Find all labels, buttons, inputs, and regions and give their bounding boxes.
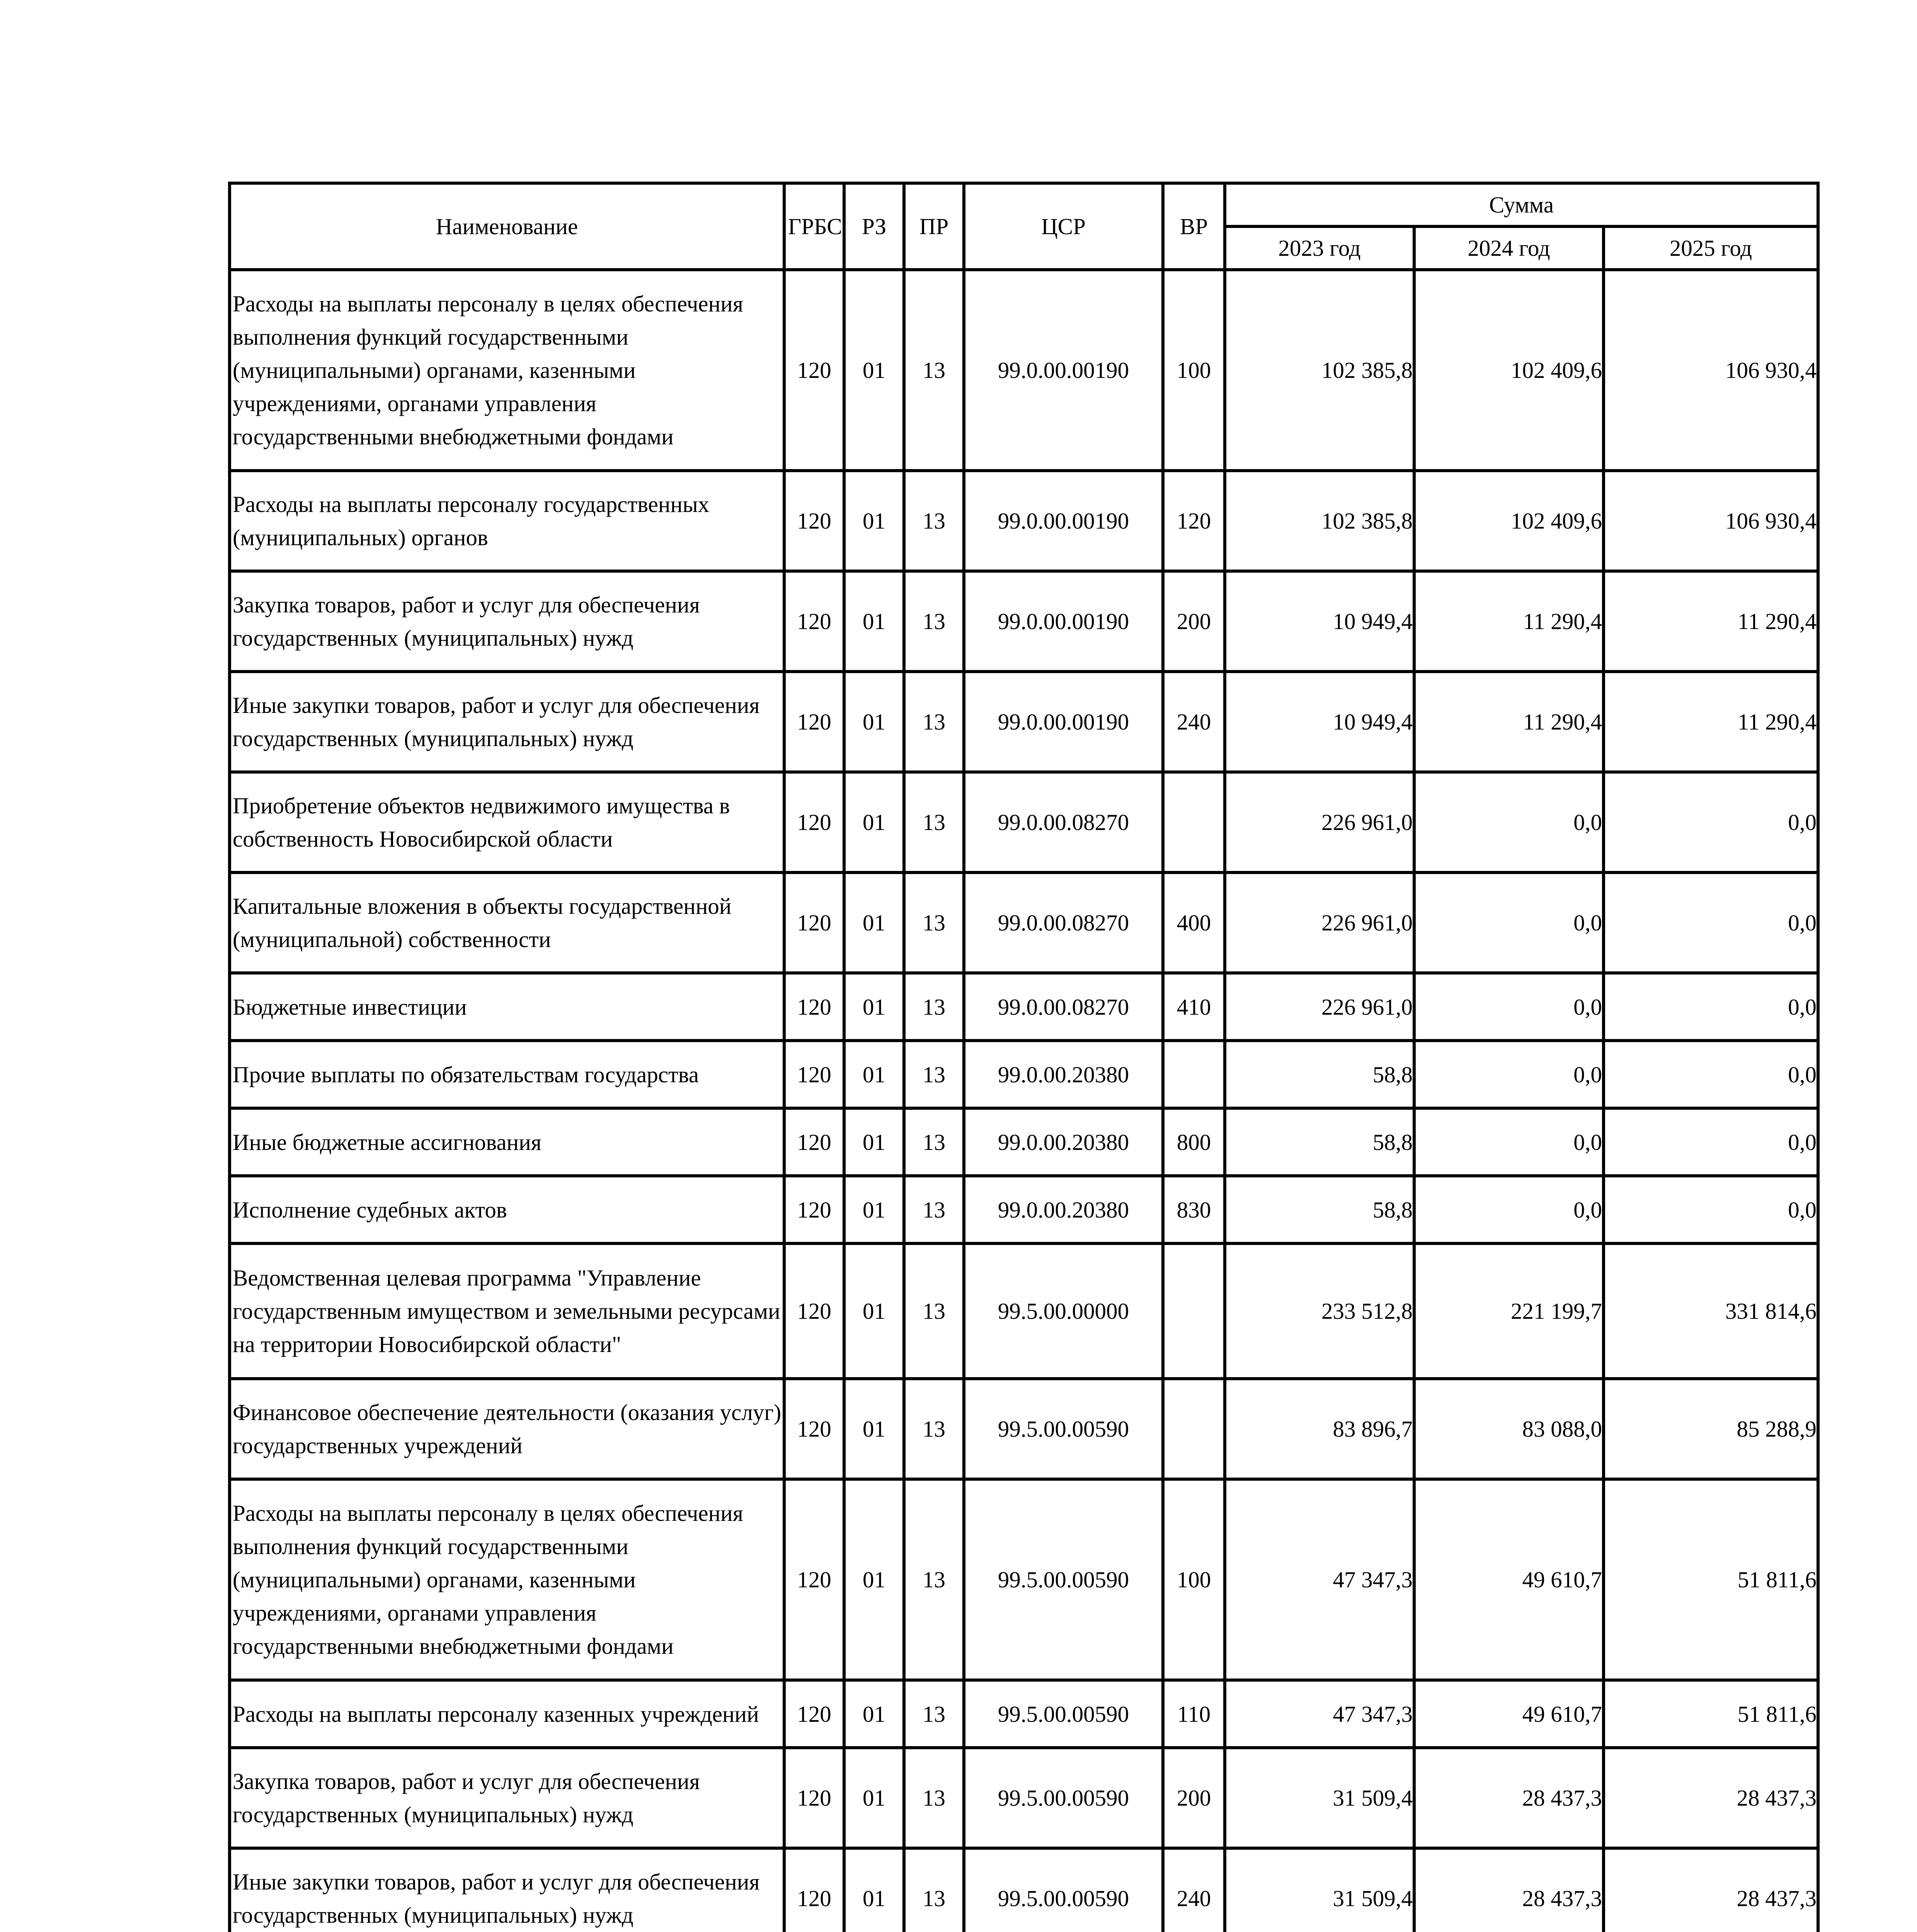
row-pr: 13 [904, 1243, 964, 1379]
row-name: Расходы на выплаты персоналу в целях обеспечения выполнения функций государственными (муниципальными) органами, казенными учреждениями, органами управления государственными внебюджетными фондами [230, 1479, 784, 1680]
row-pr: 13 [904, 1748, 964, 1848]
row-rz: 01 [844, 973, 904, 1041]
row-grbs: 120 [784, 1041, 844, 1108]
table-row [230, 571, 1818, 672]
row-rz: 01 [844, 270, 904, 471]
row-sum-2025: 106 930,4 [1604, 270, 1818, 471]
row-sum-2024: 0,0 [1414, 1041, 1604, 1108]
row-sum-2024: 49 610,7 [1414, 1680, 1604, 1748]
row-name: Капитальные вложения в объекты государственной (муниципальной) собственности [230, 872, 784, 973]
row-sum-2025: 0,0 [1604, 1041, 1818, 1108]
table-body [230, 270, 1818, 1932]
row-sum-2025: 28 437,3 [1604, 1848, 1818, 1932]
table-row [230, 1379, 1818, 1479]
row-sum-2023: 10 949,4 [1225, 672, 1414, 772]
row-sum-2024: 83 088,0 [1414, 1379, 1604, 1479]
row-name: Прочие выплаты по обязательствам государства [230, 1041, 784, 1108]
table-row [230, 1680, 1818, 1748]
row-grbs: 120 [784, 1748, 844, 1848]
table-row [230, 471, 1818, 571]
table-row [230, 1848, 1818, 1932]
row-sum-2023: 233 512,8 [1225, 1243, 1414, 1379]
row-grbs: 120 [784, 571, 844, 672]
row-vr: 240 [1163, 1848, 1225, 1932]
row-name: Закупка товаров, работ и услуг для обеспечения государственных (муниципальных) нужд [230, 1748, 784, 1848]
budget-table [228, 182, 1820, 1932]
row-sum-2023: 10 949,4 [1225, 571, 1414, 672]
row-csr: 99.0.00.20380 [964, 1108, 1163, 1176]
row-vr: 100 [1163, 270, 1225, 471]
row-csr: 99.5.00.00590 [964, 1748, 1163, 1848]
row-pr: 13 [904, 571, 964, 672]
row-sum-2024: 28 437,3 [1414, 1748, 1604, 1848]
row-rz: 01 [844, 1848, 904, 1932]
row-rz: 01 [844, 1176, 904, 1243]
row-name: Бюджетные инвестиции [230, 973, 784, 1041]
row-csr: 99.0.00.08270 [964, 872, 1163, 973]
header-sum: Сумма [1225, 183, 1818, 226]
row-name: Приобретение объектов недвижимого имущества в собственность Новосибирской области [230, 772, 784, 872]
row-sum-2025: 106 930,4 [1604, 471, 1818, 571]
table-row [230, 772, 1818, 872]
row-sum-2023: 83 896,7 [1225, 1379, 1414, 1479]
row-sum-2024: 49 610,7 [1414, 1479, 1604, 1680]
row-grbs: 120 [784, 973, 844, 1041]
row-rz: 01 [844, 1243, 904, 1379]
row-pr: 13 [904, 1041, 964, 1108]
row-csr: 99.0.00.20380 [964, 1041, 1163, 1108]
row-sum-2024: 0,0 [1414, 772, 1604, 872]
row-pr: 13 [904, 672, 964, 772]
row-vr [1163, 1379, 1225, 1479]
row-grbs: 120 [784, 1479, 844, 1680]
row-pr: 13 [904, 872, 964, 973]
header-vr: ВР [1163, 183, 1225, 270]
row-sum-2024: 102 409,6 [1414, 270, 1604, 471]
header-year-2025: 2025 год [1604, 226, 1818, 270]
header-year-2024: 2024 год [1414, 226, 1604, 270]
row-pr: 13 [904, 1680, 964, 1748]
row-grbs: 120 [784, 1848, 844, 1932]
row-grbs: 120 [784, 1108, 844, 1176]
row-csr: 99.0.00.08270 [964, 772, 1163, 872]
row-sum-2023: 226 961,0 [1225, 973, 1414, 1041]
row-rz: 01 [844, 872, 904, 973]
row-grbs: 120 [784, 1680, 844, 1748]
row-csr: 99.0.00.00190 [964, 672, 1163, 772]
row-sum-2023: 102 385,8 [1225, 270, 1414, 471]
row-sum-2024: 11 290,4 [1414, 571, 1604, 672]
row-sum-2023: 31 509,4 [1225, 1748, 1414, 1848]
row-rz: 01 [844, 1680, 904, 1748]
row-vr [1163, 1243, 1225, 1379]
row-pr: 13 [904, 471, 964, 571]
row-sum-2023: 31 509,4 [1225, 1848, 1414, 1932]
row-rz: 01 [844, 772, 904, 872]
row-vr: 110 [1163, 1680, 1225, 1748]
row-name: Расходы на выплаты персоналу государственных (муниципальных) органов [230, 471, 784, 571]
row-rz: 01 [844, 1108, 904, 1176]
row-pr: 13 [904, 1379, 964, 1479]
row-name: Иные закупки товаров, работ и услуг для обеспечения государственных (муниципальных) нужд [230, 1848, 784, 1932]
row-rz: 01 [844, 1041, 904, 1108]
row-grbs: 120 [784, 772, 844, 872]
row-sum-2024: 0,0 [1414, 1176, 1604, 1243]
row-pr: 13 [904, 973, 964, 1041]
row-vr: 830 [1163, 1176, 1225, 1243]
header-pr: ПР [904, 183, 964, 270]
row-sum-2025: 11 290,4 [1604, 672, 1818, 772]
row-sum-2025: 11 290,4 [1604, 571, 1818, 672]
table-row [230, 1479, 1818, 1680]
row-sum-2024: 0,0 [1414, 872, 1604, 973]
row-csr: 99.5.00.00590 [964, 1479, 1163, 1680]
row-vr: 400 [1163, 872, 1225, 973]
row-vr: 100 [1163, 1479, 1225, 1680]
row-name: Исполнение судебных актов [230, 1176, 784, 1243]
row-rz: 01 [844, 471, 904, 571]
row-sum-2024: 102 409,6 [1414, 471, 1604, 571]
row-sum-2023: 102 385,8 [1225, 471, 1414, 571]
row-pr: 13 [904, 772, 964, 872]
row-sum-2025: 51 811,6 [1604, 1680, 1818, 1748]
row-csr: 99.0.00.00190 [964, 270, 1163, 471]
row-vr [1163, 772, 1225, 872]
table-row [230, 1108, 1818, 1176]
table-row [230, 270, 1818, 471]
row-csr: 99.5.00.00590 [964, 1379, 1163, 1479]
row-sum-2023: 58,8 [1225, 1041, 1414, 1108]
row-csr: 99.5.00.00590 [964, 1848, 1163, 1932]
row-sum-2025: 0,0 [1604, 1108, 1818, 1176]
row-csr: 99.0.00.20380 [964, 1176, 1163, 1243]
row-rz: 01 [844, 1479, 904, 1680]
row-vr: 200 [1163, 1748, 1225, 1848]
header-grbs: ГРБС [784, 183, 844, 270]
row-pr: 13 [904, 1108, 964, 1176]
row-rz: 01 [844, 1748, 904, 1848]
table-row [230, 1041, 1818, 1108]
header-name: Наименование [230, 183, 784, 270]
row-name: Ведомственная целевая программа "Управление государственным имуществом и земельными ресурсами на территории Новосибирской области" [230, 1243, 784, 1379]
row-name: Расходы на выплаты персоналу в целях обеспечения выполнения функций государственными (муниципальными) органами, казенными учреждениями, органами управления государственными внебюджетными фондами [230, 270, 784, 471]
row-pr: 13 [904, 270, 964, 471]
row-vr: 200 [1163, 571, 1225, 672]
row-rz: 01 [844, 672, 904, 772]
row-sum-2024: 0,0 [1414, 973, 1604, 1041]
table-row [230, 1176, 1818, 1243]
row-sum-2023: 47 347,3 [1225, 1680, 1414, 1748]
header-rz: РЗ [844, 183, 904, 270]
row-vr [1163, 1041, 1225, 1108]
table-row [230, 672, 1818, 772]
row-grbs: 120 [784, 872, 844, 973]
row-name: Закупка товаров, работ и услуг для обеспечения государственных (муниципальных) нужд [230, 571, 784, 672]
row-sum-2023: 58,8 [1225, 1108, 1414, 1176]
row-grbs: 120 [784, 1379, 844, 1479]
row-sum-2023: 58,8 [1225, 1176, 1414, 1243]
row-grbs: 120 [784, 1243, 844, 1379]
row-csr: 99.0.00.00190 [964, 471, 1163, 571]
row-rz: 01 [844, 571, 904, 672]
row-sum-2025: 0,0 [1604, 872, 1818, 973]
row-csr: 99.0.00.08270 [964, 973, 1163, 1041]
row-sum-2024: 11 290,4 [1414, 672, 1604, 772]
row-csr: 99.0.00.00190 [964, 571, 1163, 672]
row-sum-2025: 51 811,6 [1604, 1479, 1818, 1680]
row-sum-2025: 331 814,6 [1604, 1243, 1818, 1379]
row-sum-2024: 0,0 [1414, 1108, 1604, 1176]
table-row [230, 1748, 1818, 1848]
header-year-2023: 2023 год [1225, 226, 1414, 270]
row-vr: 120 [1163, 471, 1225, 571]
row-sum-2023: 226 961,0 [1225, 872, 1414, 973]
row-grbs: 120 [784, 471, 844, 571]
row-name: Финансовое обеспечение деятельности (оказания услуг) государственных учреждений [230, 1379, 784, 1479]
row-name: Иные бюджетные ассигнования [230, 1108, 784, 1176]
row-grbs: 120 [784, 270, 844, 471]
table-row [230, 872, 1818, 973]
table-header [230, 183, 1818, 270]
row-rz: 01 [844, 1379, 904, 1479]
row-sum-2025: 85 288,9 [1604, 1379, 1818, 1479]
row-sum-2025: 0,0 [1604, 973, 1818, 1041]
row-csr: 99.5.00.00000 [964, 1243, 1163, 1379]
row-pr: 13 [904, 1848, 964, 1932]
row-sum-2024: 28 437,3 [1414, 1848, 1604, 1932]
table-row [230, 973, 1818, 1041]
row-name: Расходы на выплаты персоналу казенных учреждений [230, 1680, 784, 1748]
table-row [230, 1243, 1818, 1379]
row-sum-2025: 0,0 [1604, 772, 1818, 872]
row-sum-2024: 221 199,7 [1414, 1243, 1604, 1379]
row-sum-2025: 0,0 [1604, 1176, 1818, 1243]
row-sum-2023: 47 347,3 [1225, 1479, 1414, 1680]
row-sum-2025: 28 437,3 [1604, 1748, 1818, 1848]
row-grbs: 120 [784, 1176, 844, 1243]
row-pr: 13 [904, 1176, 964, 1243]
header-csr: ЦСР [964, 183, 1163, 270]
row-pr: 13 [904, 1479, 964, 1680]
row-vr: 800 [1163, 1108, 1225, 1176]
row-name: Иные закупки товаров, работ и услуг для обеспечения государственных (муниципальных) нужд [230, 672, 784, 772]
row-vr: 410 [1163, 973, 1225, 1041]
row-sum-2023: 226 961,0 [1225, 772, 1414, 872]
row-grbs: 120 [784, 672, 844, 772]
row-csr: 99.5.00.00590 [964, 1680, 1163, 1748]
row-vr: 240 [1163, 672, 1225, 772]
